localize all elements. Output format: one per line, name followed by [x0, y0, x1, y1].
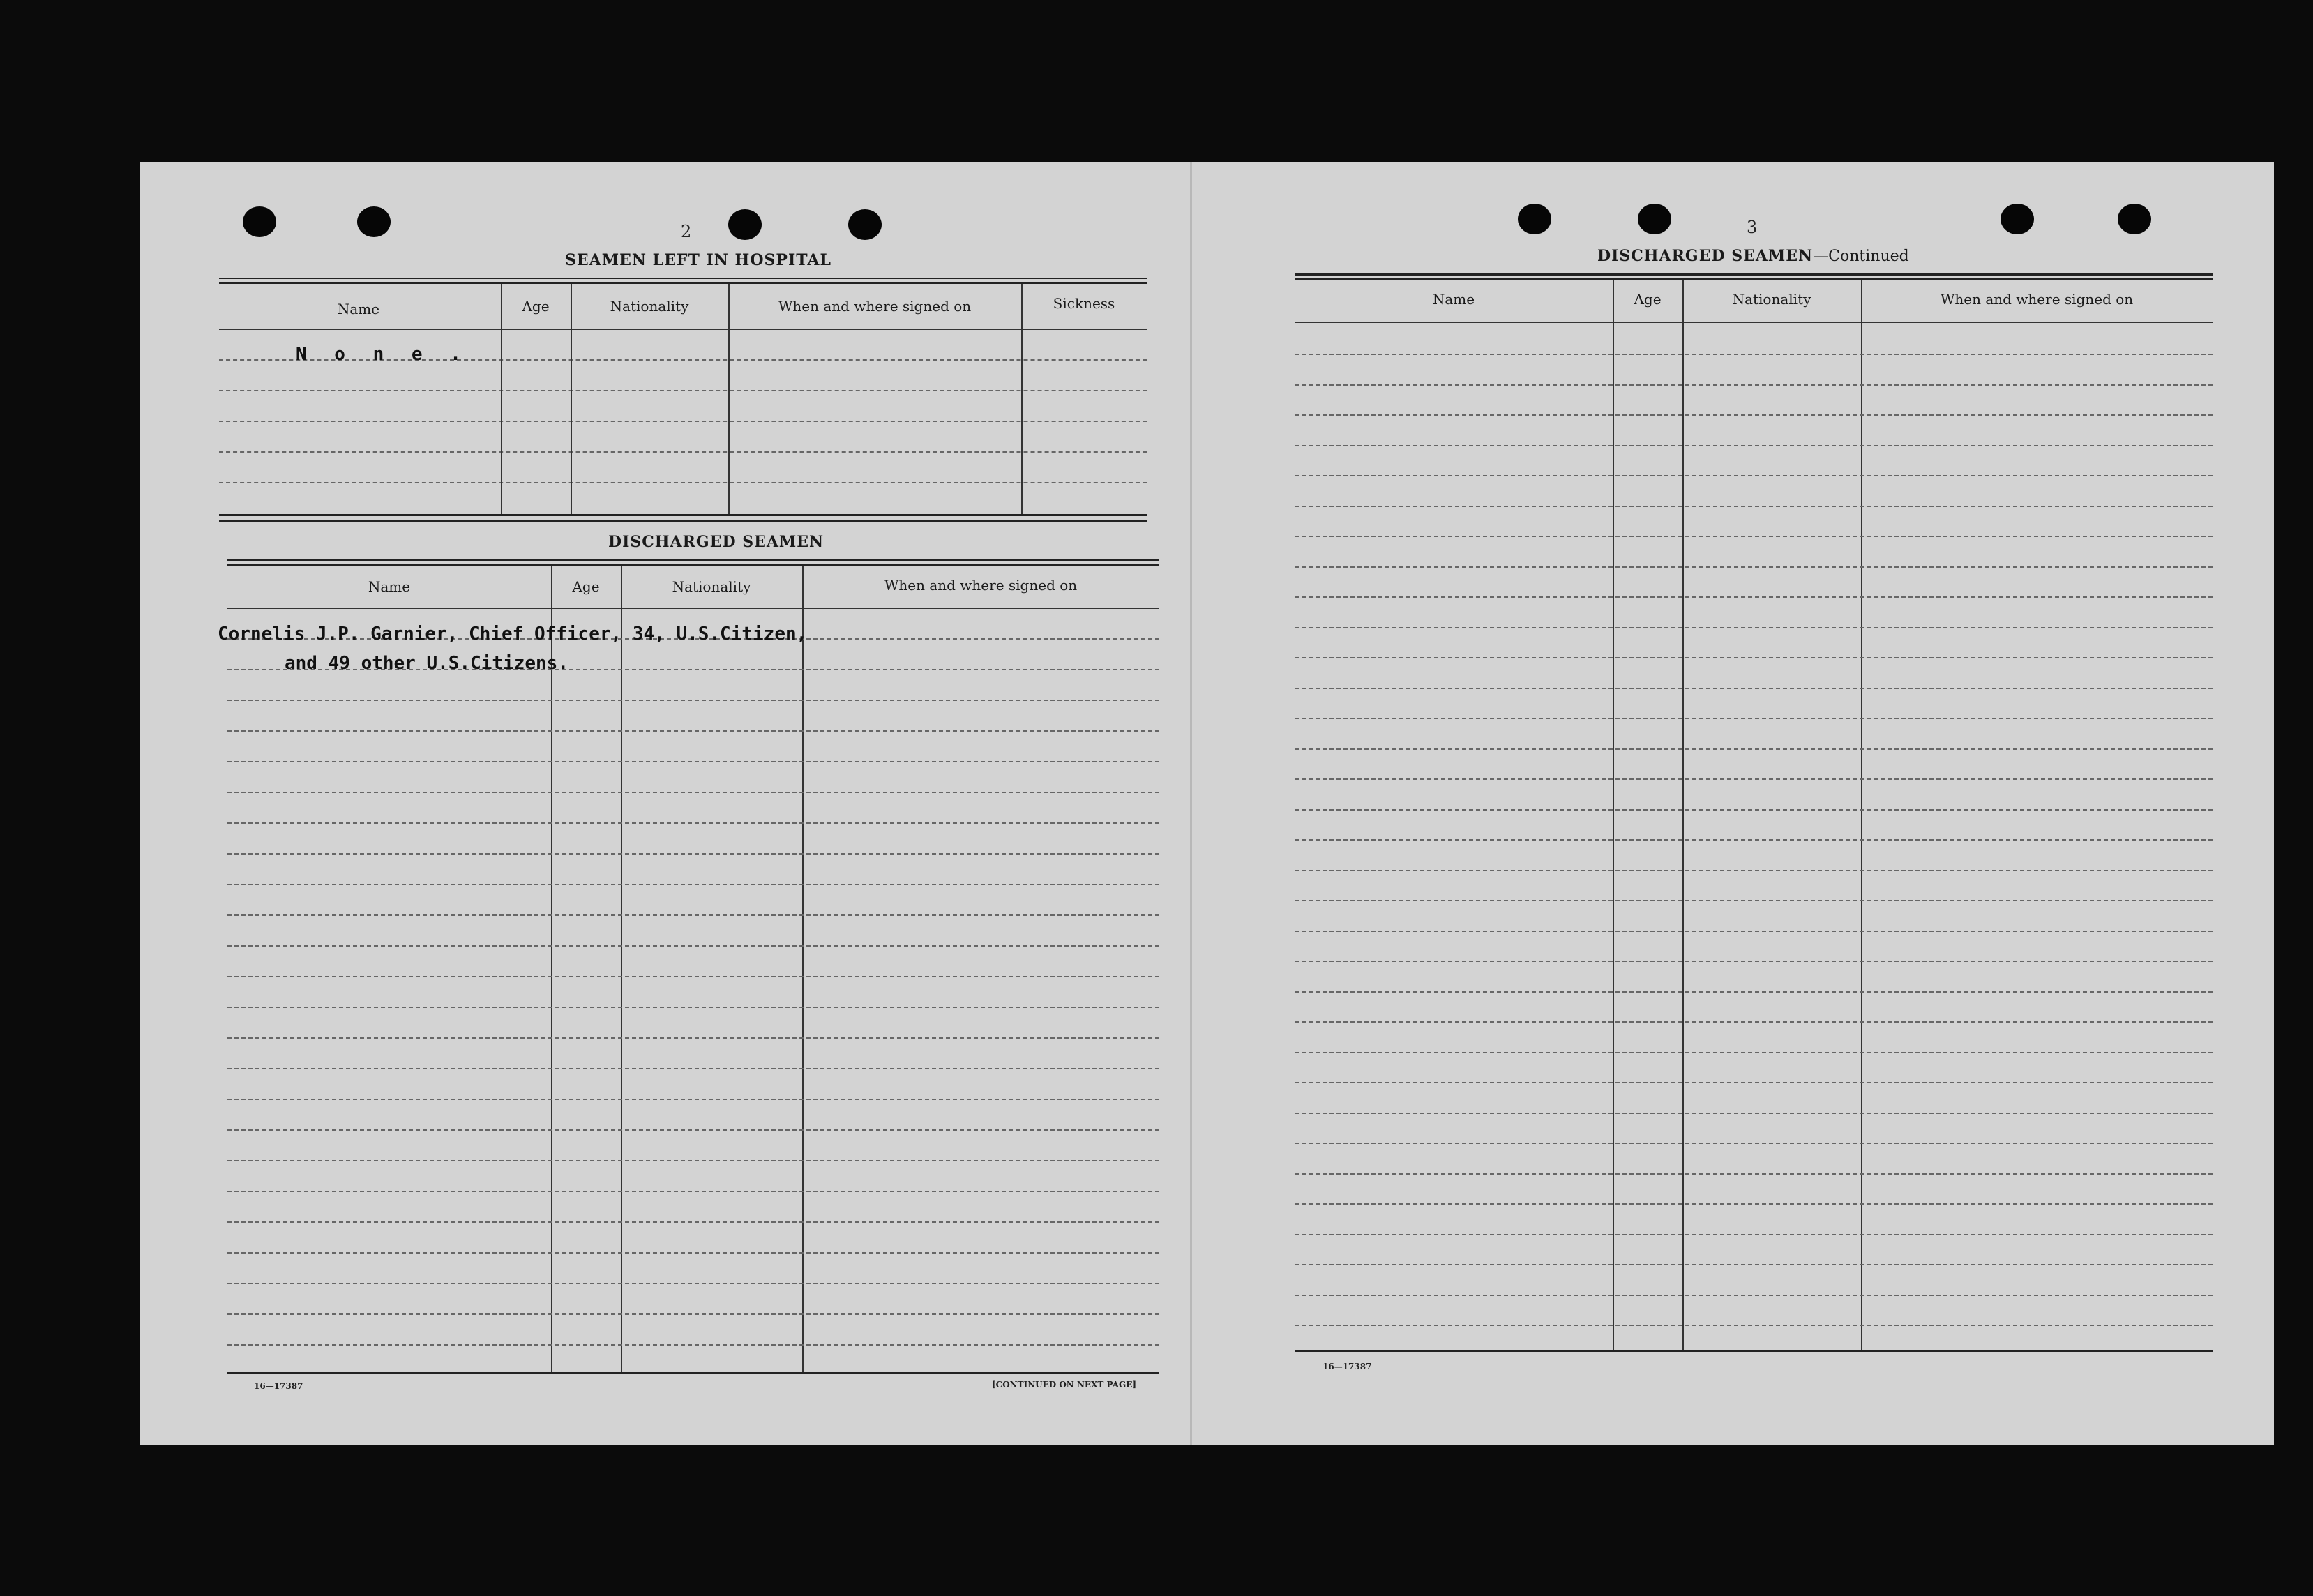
- header-nationality: Nationality: [1732, 291, 1811, 308]
- table-row: [227, 945, 1159, 947]
- table-row: [227, 1283, 1159, 1284]
- table-row: [219, 451, 1147, 453]
- table-row: [1295, 414, 2213, 416]
- header-rule: [227, 608, 1159, 609]
- punch-hole: [728, 209, 762, 240]
- header-age: Age: [572, 578, 600, 595]
- table-row: [227, 853, 1159, 855]
- table-row: [1295, 1203, 2213, 1205]
- table-row: [227, 976, 1159, 977]
- discharged-entry-line-2: and 49 other U.S.Citizens.: [285, 653, 568, 674]
- punch-hole: [2118, 204, 2151, 234]
- table-row: [227, 1099, 1159, 1100]
- header-signed-on: When and where signed on: [778, 298, 972, 315]
- punch-hole: [1638, 204, 1671, 234]
- table-row: [1295, 778, 2213, 780]
- continued-note: [CONTINUED ON NEXT PAGE]: [992, 1380, 1137, 1390]
- column-divider: [1861, 280, 1862, 1350]
- header-name: Name: [368, 578, 411, 595]
- table-row: [227, 792, 1159, 793]
- discharged-table: [227, 564, 1159, 1374]
- table-row: [1295, 384, 2213, 386]
- header-age: Age: [1634, 291, 1662, 308]
- discharged-continued-table: [1295, 278, 2213, 1352]
- table-row: [1295, 1173, 2213, 1175]
- punch-hole: [2001, 204, 2034, 234]
- discharged-entry-line-1: Cornelis J.P. Garnier, Chief Officer, 34, U.S.Citizen,: [218, 624, 808, 645]
- table-row: [1295, 931, 2213, 932]
- header-nationality: Nationality: [672, 578, 751, 595]
- header-nationality: Nationality: [610, 298, 689, 315]
- hospital-table: [219, 282, 1147, 516]
- form-number: 16—17387: [1323, 1362, 1372, 1371]
- table-row: [227, 730, 1159, 732]
- form-number: 16—17387: [254, 1381, 303, 1391]
- header-name: Name: [1432, 291, 1475, 308]
- header-sickness: Sickness: [1053, 295, 1115, 312]
- table-row: [1295, 718, 2213, 719]
- table-row: [1295, 445, 2213, 446]
- table-row: [1295, 657, 2213, 658]
- table-row: [227, 700, 1159, 701]
- table-row: [227, 1252, 1159, 1254]
- table-row: [227, 1191, 1159, 1192]
- column-divider: [1613, 280, 1614, 1350]
- table-row: [1295, 475, 2213, 476]
- page-number: 2: [681, 222, 692, 241]
- hospital-entry-none: N o n e .: [296, 344, 469, 365]
- table-row: [219, 482, 1147, 483]
- table-row: [1295, 1082, 2213, 1083]
- punch-hole: [1518, 204, 1551, 234]
- punch-hole: [848, 209, 882, 240]
- table-row: [219, 390, 1147, 391]
- header-signed-on: When and where signed on: [1940, 291, 2134, 308]
- column-divider: [551, 566, 552, 1372]
- column-divider: [621, 566, 622, 1372]
- table-row: [227, 1160, 1159, 1161]
- punch-hole: [243, 206, 276, 237]
- page-fold: [1190, 162, 1192, 1445]
- table-row: [1295, 809, 2213, 811]
- table-row: [1295, 1143, 2213, 1144]
- table-row: [1295, 748, 2213, 750]
- table-row: [1295, 536, 2213, 537]
- column-divider: [1682, 280, 1684, 1350]
- table-row: [1295, 688, 2213, 689]
- header-age: Age: [522, 298, 550, 315]
- column-divider: [571, 284, 572, 514]
- table-row: [1295, 354, 2213, 355]
- table-row: [227, 822, 1159, 824]
- table-row: [1295, 900, 2213, 901]
- table-row: [227, 1068, 1159, 1069]
- title-rule: [227, 559, 1159, 561]
- column-divider: [1021, 284, 1023, 514]
- header-rule: [219, 329, 1147, 330]
- title-main: DISCHARGED SEAMEN: [1597, 247, 1814, 265]
- hospital-section-title: SEAMEN LEFT IN HOSPITAL: [565, 251, 831, 269]
- table-row: [227, 1037, 1159, 1039]
- table-row: [227, 914, 1159, 916]
- discharged-continued-title: [1597, 247, 1909, 265]
- title-continued: —Continued: [1813, 248, 1909, 265]
- table-row: [1295, 991, 2213, 993]
- table-row: [1295, 1295, 2213, 1296]
- table-row: [1295, 1325, 2213, 1326]
- table-row: [1295, 870, 2213, 871]
- table-row: [1295, 839, 2213, 841]
- table-row: [1295, 961, 2213, 962]
- title-rule: [1295, 273, 2213, 276]
- discharged-section-title: DISCHARGED SEAMEN: [608, 533, 824, 551]
- header-name: Name: [337, 301, 380, 317]
- table-row: [1295, 506, 2213, 507]
- page-number: 3: [1747, 218, 1758, 237]
- section-rule: [219, 520, 1147, 522]
- table-row: [1295, 627, 2213, 628]
- column-divider: [501, 284, 502, 514]
- column-divider: [728, 284, 730, 514]
- header-signed-on: When and where signed on: [884, 577, 1078, 594]
- table-row: [1295, 1234, 2213, 1235]
- table-row: [227, 1313, 1159, 1315]
- punch-hole: [357, 206, 391, 237]
- table-row: [1295, 1113, 2213, 1114]
- table-row: [1295, 1021, 2213, 1023]
- table-row: [227, 884, 1159, 885]
- table-row: [227, 1129, 1159, 1131]
- table-row: [1295, 1264, 2213, 1265]
- table-row: [227, 761, 1159, 762]
- table-row: [1295, 1052, 2213, 1053]
- table-row: [1295, 566, 2213, 568]
- table-row: [227, 1221, 1159, 1223]
- header-rule: [1295, 322, 2213, 323]
- table-row: [1295, 596, 2213, 598]
- table-row: [227, 1007, 1159, 1008]
- table-row: [227, 1344, 1159, 1346]
- title-rule: [219, 278, 1147, 279]
- table-row: [219, 421, 1147, 422]
- column-divider: [802, 566, 804, 1372]
